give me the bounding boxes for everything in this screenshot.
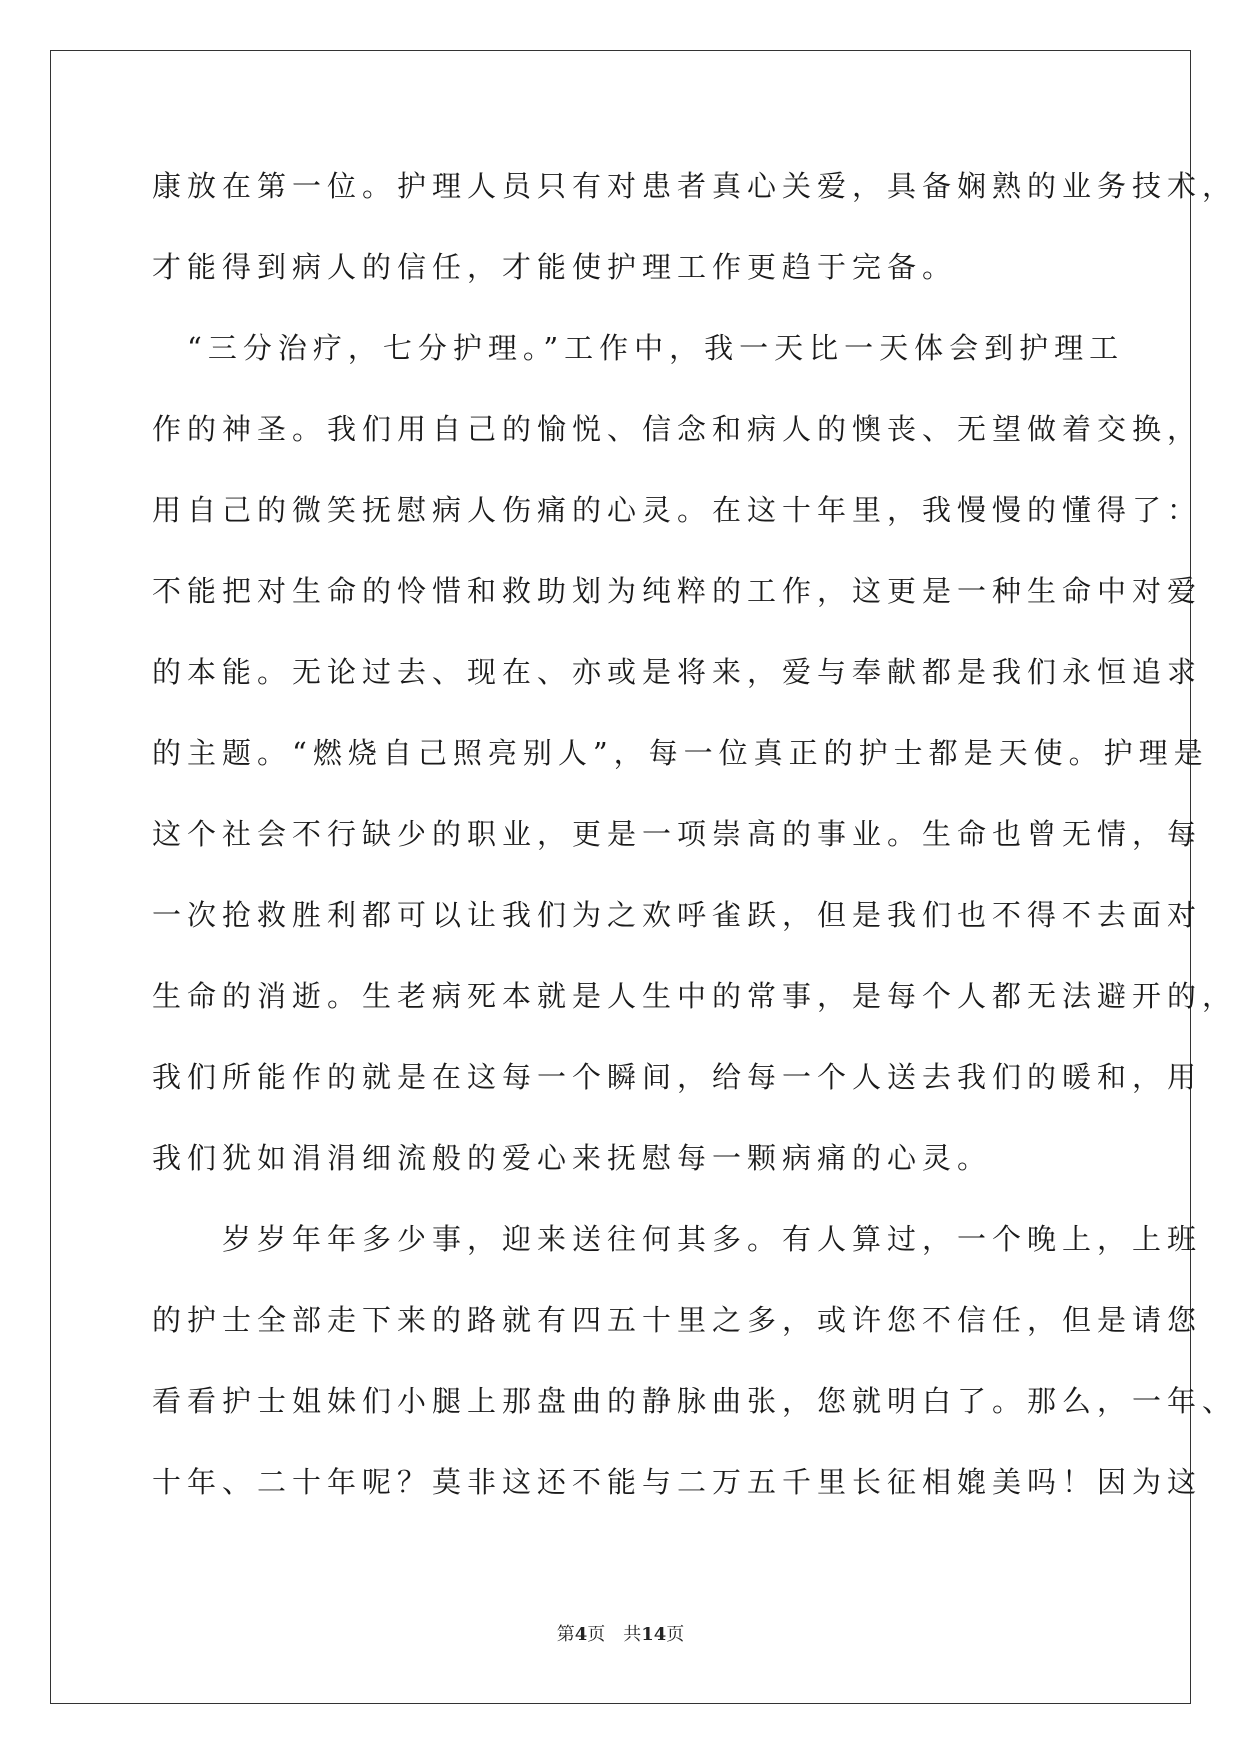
text-line: 用自己的微笑抚慰病人伤痛的心灵。在这十年里，我慢慢的懂得了： [152,493,1203,527]
text-line: 不能把对生命的怜惜和救助划为纯粹的工作，这更是一种生命中对爱 [152,574,1203,608]
text-line: 康放在第一位。护理人员只有对患者真心关爱，具备娴熟的业务技术， [152,169,1238,203]
text-line: 的主题。“燃烧自己照亮别人”，每一位真正的护士都是天使。护理是 [152,736,1209,770]
total-suffix: 页 [666,1624,685,1645]
document-body [152,168,1238,1545]
text-line: 我们犹如涓涓细流般的爱心来抚慰每一颗病痛的心灵。 [152,1141,993,1175]
text-line: 一次抢救胜利都可以让我们为之欢呼雀跃，但是我们也不得不去面对 [152,898,1203,932]
text-line: “三分治疗，七分护理。”工作中，我一天比一天体会到护理工 [152,331,1125,365]
page-suffix: 页 [587,1624,606,1645]
total-pages: 14 [641,1624,667,1645]
text-line: 的本能。无论过去、现在、亦或是将来，爱与奉献都是我们永恒追求 [152,655,1203,689]
page-footer [0,1620,1241,1646]
total-prefix: 共 [623,1624,642,1645]
page-prefix: 第 [556,1624,575,1645]
text-line: 才能得到病人的信任，才能使护理工作更趋于完备。 [152,250,958,284]
text-line: 这个社会不行缺少的职业，更是一项崇高的事业。生命也曾无情，每 [152,817,1203,851]
text-line: 作的神圣。我们用自己的愉悦、信念和病人的懊丧、无望做着交换， [152,412,1203,446]
text-line: 生命的消逝。生老病死本就是人生中的常事，是每个人都无法避开的， [152,979,1238,1013]
text-line: 十年、二十年呢？莫非这还不能与二万五千里长征相媲美吗！因为这 [152,1465,1203,1499]
text-line: 我们所能作的就是在这每一个瞬间，给每一个人送去我们的暖和，用 [152,1060,1203,1094]
text-line: 看看护士姐妹们小腿上那盘曲的静脉曲张，您就明白了。那么，一年、 [152,1384,1238,1418]
page-number: 4 [574,1624,588,1645]
text-line: 的护士全部走下来的路就有四五十里之多，或许您不信任，但是请您 [152,1303,1203,1337]
text-line: 岁岁年年多少事，迎来送往何其多。有人算过，一个晚上，上班 [152,1222,1203,1256]
